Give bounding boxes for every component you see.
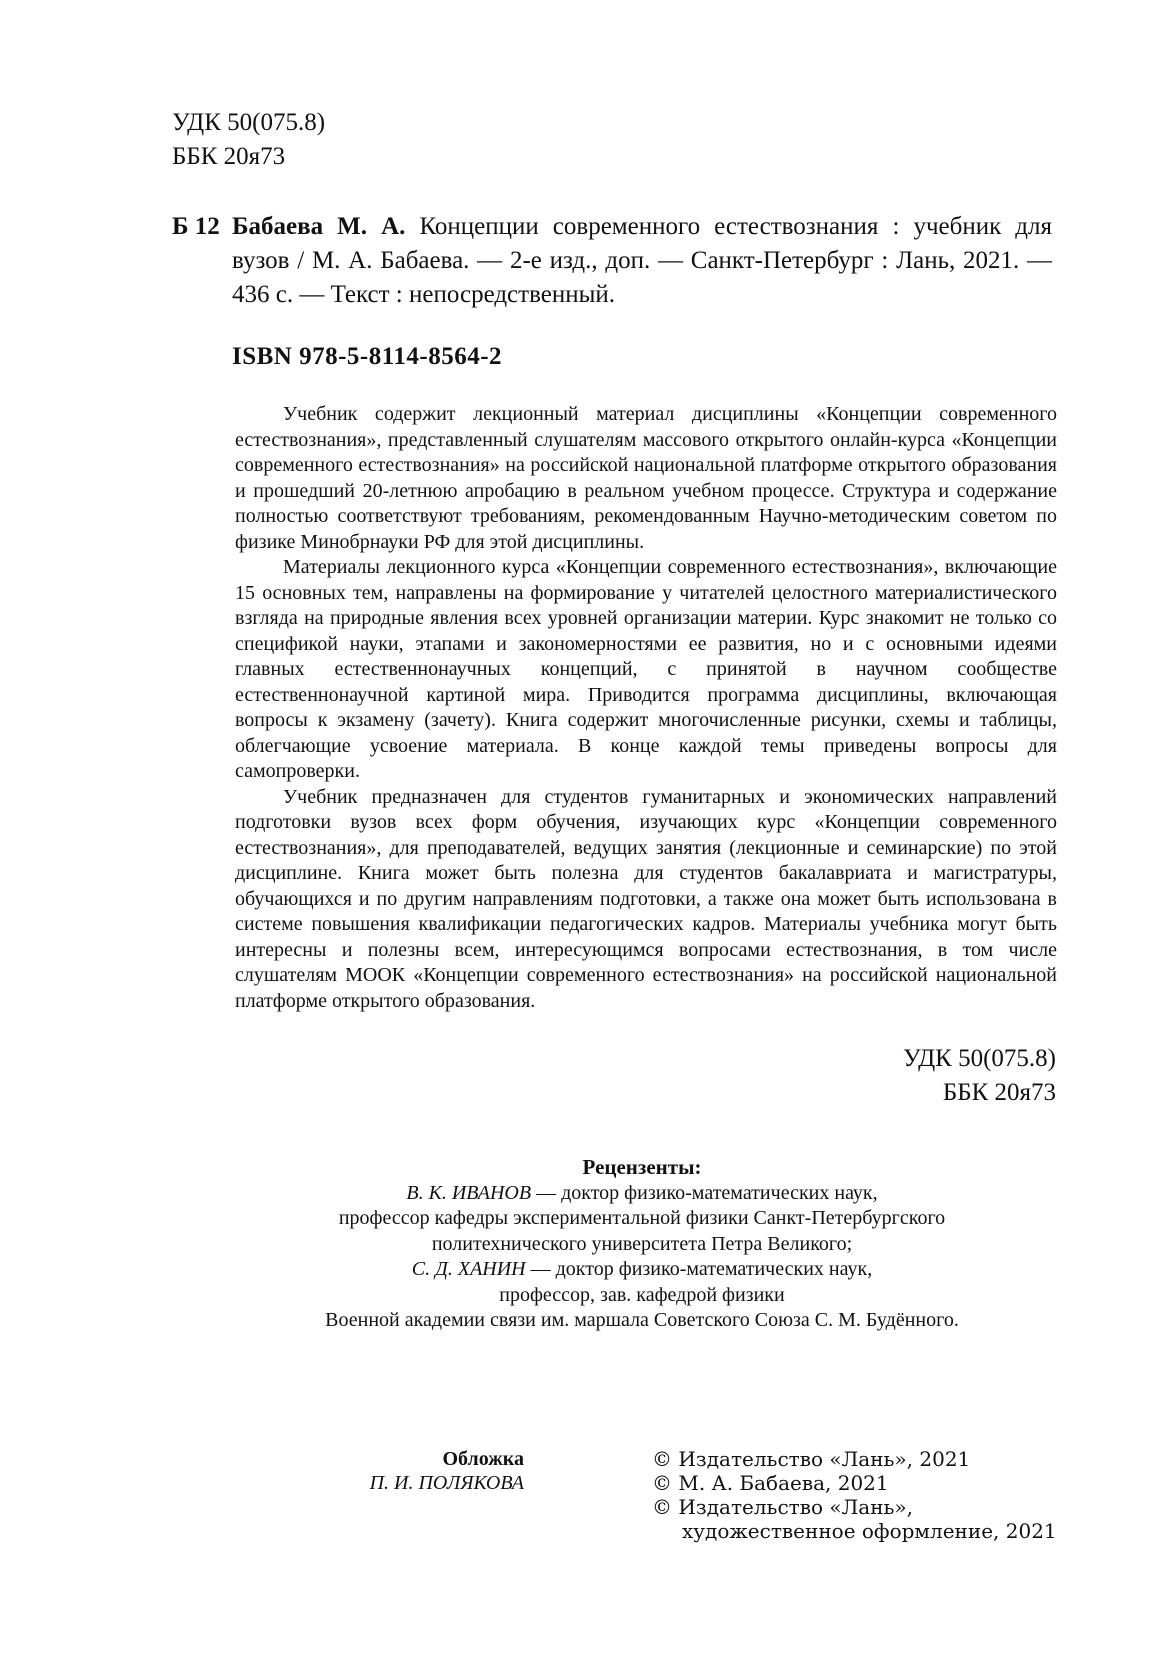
udk-code-footer: УДК 50(075.8) (902, 1045, 1056, 1072)
reviewer-1-affiliation: профессор кафедры экспериментальной физики Санкт-Петербургского (338, 1207, 946, 1229)
reviewer-2-name: С. Д. ХАНИН (411, 1258, 526, 1280)
isbn: ISBN 978-5-8114-8564-2 (232, 343, 503, 370)
reviewers-block (232, 1155, 1052, 1334)
cover-label: Обложка (442, 1448, 524, 1470)
reviewer-2-title: — доктор физико-математических наук, (525, 1258, 873, 1280)
entry-description: Концепции современного естествознания : учебник для вузов / М. А. Бабаева. — 2-е изд., доп. — Санкт-Петербург : Лань, 2021. — 436 с. — Текст : непосредственный. (232, 213, 1052, 308)
copyright-line: © Издательство «Лань», (652, 1495, 914, 1519)
reviewer-1-name: В. К. ИВАНОВ (406, 1181, 532, 1204)
bbk-code-footer: ББК 20я73 (942, 1079, 1056, 1106)
cover-artist: П. И. ПОЛЯКОВА (369, 1472, 524, 1494)
annotation-paragraph: Учебник предназначен для студентов гуманитарных и экономических направлений подготовки вузов всех форм обучения, изучающих курс «Концепции современного естествознания», для преподавателей, ведущих занятия (лекционные и семинарские) по этой дисциплине. Книга может быть полезна для студентов бакалавриата и магистратуры, обучающихся и по другим направлениям подготовки, а также она может быть использована в системе повышения квалификации педагогических кадров. Материалы учебника могут быть интересны и полезны всем, интересующимся вопросами естествознания, в том числе слушателям МООК «Концепции современного естествознания» на российской национальной платформе открытого образования. (235, 785, 1057, 1012)
copyright-line: © М. А. Бабаева, 2021 (652, 1471, 889, 1495)
bibliographic-entry (232, 210, 1052, 312)
reviewer-1-title: — доктор физико-математических наук, (531, 1181, 878, 1204)
bbk-code: ББК 20я73 (172, 143, 286, 170)
reviewer-2 (232, 1257, 1052, 1283)
classification-footer (903, 1042, 1056, 1110)
annotation-paragraph: Учебник содержит лекционный материал дисциплины «Концепции современного естествознания», представленный слушателям массового открытого онлайн-курса «Концепции современного естествознания» на российской национальной платформе открытого образования и прошедший 20-летнюю апробацию в реальном учебном процессе. Структура и содержание полностью соответствуют требованиям, рекомендованным Научно-методическим советом по физике Минобрнауки РФ для этой дисциплины. (235, 403, 1057, 553)
copyright-line: художественное оформление, 2021 (682, 1519, 1057, 1543)
udk-code: УДК 50(075.8) (172, 109, 326, 136)
reviewers-heading: Рецензенты: (582, 1155, 702, 1179)
reviewer-2-affiliation: профессор, зав. кафедрой физики (499, 1283, 785, 1306)
annotation (235, 402, 1057, 1014)
reviewer-1 (232, 1181, 1052, 1207)
reviewer-1-affiliation: политехнического университета Петра Великого; (431, 1232, 853, 1255)
reviewer-2-affiliation: Военной академии связи им. маршала Советского Союза С. М. Будённого. (325, 1309, 959, 1331)
annotation-paragraph: Материалы лекционного курса «Концепции современного естествознания», включающие 15 основных тем, направлены на формирование у читателей целостного материалистического взгляда на природные явления всех уровней организации материи. Курс знакомит не только со спецификой науки, этапами и закономерностями ее развития, но и с основными идеями главных естественнонаучных концепций, с принятой в научном сообществе естественнонаучной картиной мира. Приводится программа дисциплины, включающая вопросы к экзамену (зачету). Книга содержит многочисленные рисунки, схемы и таблицы, облегчающие усвоение материала. В конце каждой темы приведены вопросы для самопроверки. (235, 556, 1057, 782)
copyright-line: © Издательство «Лань», 2021 (652, 1447, 971, 1471)
author-sign: Б 12 (172, 213, 220, 240)
classification-header (172, 106, 325, 174)
cover-credit (300, 1447, 524, 1495)
entry-author: Бабаева М. А. (232, 213, 406, 240)
copyright-block (652, 1447, 1057, 1543)
